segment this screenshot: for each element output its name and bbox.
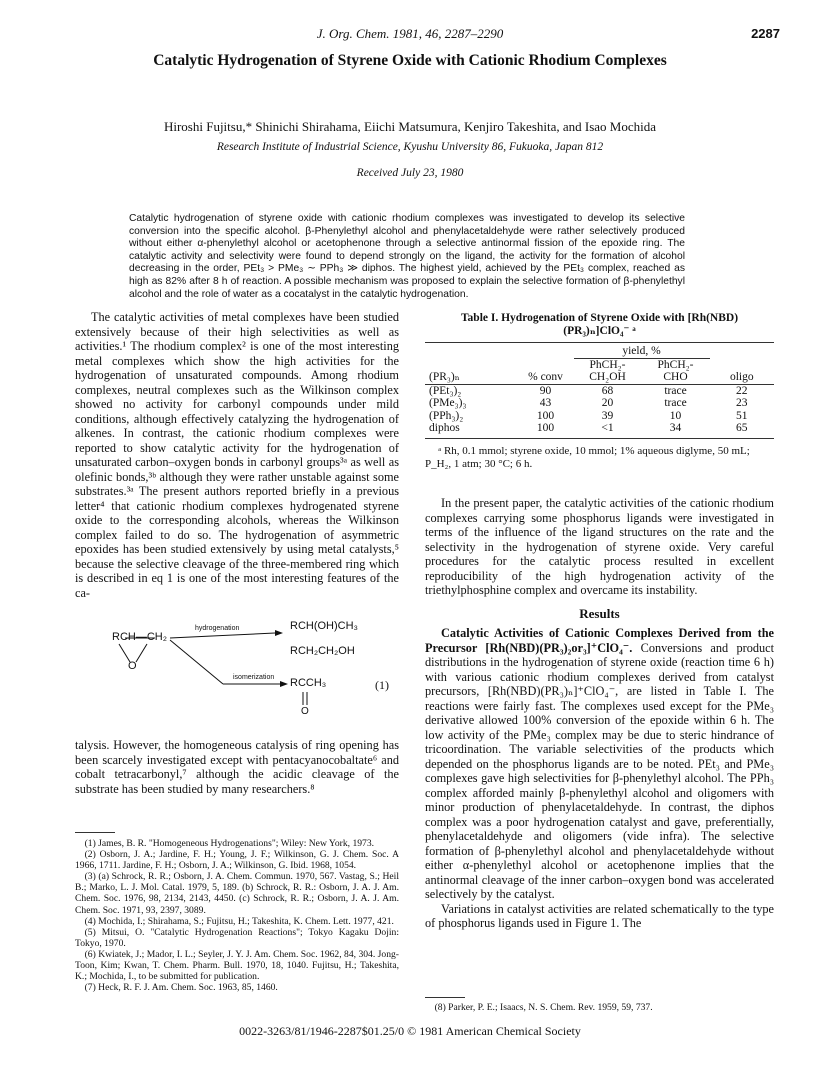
table-cell: 100 xyxy=(536,422,555,434)
footnote-rule xyxy=(425,997,465,998)
table-1 xyxy=(425,312,774,471)
intro-paragraph: The catalytic activities of metal complexes have been studied extensively because of their high selectivities as well as activities.¹ The rhodium complex² is one of the most interesting metal complexes which show the high activities for the hydrogenation of unsaturated compounds. Among rhodium complexes, neutral complexes such as the Wilkinson complex showed no activity for carbonyl compounds under mild conditions, although effectively catalyzing the hydrogenation of alkenes. In contrast, the cationic rhodium complexes were reported to show catalytic activity for the hydrogenation of unsaturated carbon–oxygen bonds in carbonyl groups³ᵃ as well as olefinic bonds,³ᵇ although they were rather unstable against some substrates.³ᵃ The present authors reported briefly in a previous letter⁴ that cationic rhodium complexes hydrogenated styrene oxide to the corresponding alcohols, whereas the Wilkinson complex failed to do so. The hydrogenation of asymmetric epoxides has been studied extensively by using metal catalysts,⁵ because the selective cleavage of the three-membered ring which is described in eq 1 is one of the most interesting features of the ca- xyxy=(75,310,399,600)
table-header-row xyxy=(425,358,774,384)
table-row xyxy=(425,410,774,423)
equation-1 xyxy=(75,612,399,724)
reaction-arrow-hydrogenation xyxy=(170,633,275,638)
table-cell: 100 xyxy=(536,409,555,422)
table-cell: 68 xyxy=(601,384,614,397)
hydrogenation-label: hydrogenation xyxy=(195,625,240,632)
ketone-oxygen-label: O xyxy=(301,706,309,717)
equation-number: (1) xyxy=(375,678,389,692)
table-row xyxy=(425,422,774,435)
results-heading: Results xyxy=(579,605,620,621)
table-cell: 39 xyxy=(601,409,614,422)
table-yield-header: yield, % xyxy=(574,345,710,358)
table-header: PhCH₂-CHO xyxy=(657,358,694,383)
footnote: (5) Mitsui, O. "Catalytic Hydrogenation Reactions"; Tokyo Kagaku Dojin: Tokyo, 1970. xyxy=(75,926,399,949)
table-cell: 43 xyxy=(539,397,552,409)
page-number: 2287 xyxy=(751,26,780,41)
arrowhead-icon xyxy=(280,681,288,687)
article-title: Catalytic Hydrogenation of Styrene Oxide with Cationic Rhodium Complexes xyxy=(153,52,667,69)
isomerization-label: isomerization xyxy=(233,674,275,681)
table-cell: 22 xyxy=(736,384,748,397)
table-header: oligo xyxy=(729,371,754,383)
results-text: Conversions and product distributions in the hydrogenation of styrene oxide (reaction time 6 h) with various cationic rhodium complexes derived from catalyst precursors, [Rh(NBD)(PR₃)ₙ]⁺ClO₄⁻, are listed in Table I. The reactions were fairly fast. The complexes used except for the PMe₃ derivative allowed 100% conversion of the epoxide within 6 h. The low activity of the PMe₃ complex may be due to steric hindrance of tricoordination. The variable selectivities of the products which depended on the phosphorus ligands are to be noted. PEt₃ and PMe₃ complexes gave high selectivities for β-phenylethyl alcohol. The PPh₃ complex afforded mainly β-phenylethyl alcohol and oligomers with minor production of phenylacetaldehyde. In contrast, the diphos complex was a poor hydrogenation catalyst and gave, preferentially, phenylacetaldehyde and oligomers (vide infra). The selective formation of β-phenylethyl alcohol and phenylacetaldehyde without either α-phenylethyl alcohol or acetophenone implies that the antinormal cleavage of the inner carbon–oxygen bond was accelerated selectively by the catalyst. xyxy=(425,640,775,901)
results-subheading: Catalytic Activities of Cationic Complexes Derived from the Precursor [Rh(NBD)(PR₃)₂or₃]⁺ClO₄⁻. xyxy=(425,626,774,655)
reaction-arrow-isomerization xyxy=(170,640,223,684)
table-cell: 23 xyxy=(736,397,748,409)
table-cell: trace xyxy=(664,397,687,409)
footnote-rule xyxy=(75,832,115,833)
copyright-footer: 0022-3263/81/1946-2287$01.25/0 © 1981 American Chemical Society xyxy=(239,1024,581,1038)
epoxide-oxygen-label: O xyxy=(128,660,137,672)
variation-paragraph: Variations in catalyst activities are related schematically to the type of phosphorus ligands used in Figure 1. The xyxy=(425,901,774,930)
journal-header: J. Org. Chem. 1981, 46, 2287–2290 xyxy=(316,26,504,41)
footnote: (8) Parker, P. E.; Isaacs, N. S. Chem. Rev. 1959, 59, 737. xyxy=(434,1002,653,1013)
table-cell: (PPh₃)₂ xyxy=(429,409,464,422)
table-cell: trace xyxy=(664,384,687,397)
footnote: (4) Mochida, I.; Shirahama, S.; Fujitsu, H.; Takeshita, K. Chem. Lett. 1977, 421. xyxy=(84,915,394,927)
table-cell: 51 xyxy=(736,409,748,422)
table-header: % conv xyxy=(528,371,563,383)
footnote: (3) (a) Schrock, R. R.; Osborn, J. A. Chem. Commun. 1970, 567. Vastag, S.; Heil B.; Marko, L. J. Mol. Catal. 1979, 5, 189. (b) Schrock, R. R.: Osborn, J. A. J. Am. Chem. Soc. 1976, 98, 2134, 2143, 4450. (c) Schrock, R. R.; Osborn, J. A. J. Am. Chem. Soc. 1971, 93, 2397, 3089. xyxy=(75,871,399,916)
epoxide-bond xyxy=(136,644,147,662)
table-cell: diphos xyxy=(429,422,460,434)
table-cell: 20 xyxy=(601,397,614,409)
table-header: (PR₃)ₙ xyxy=(429,371,460,383)
affiliation: Research Institute of Industrial Science, Kyushu University 86, Fukuoka, Japan 812 xyxy=(216,141,604,153)
table-grid xyxy=(425,345,774,435)
received-date: Received July 23, 1980 xyxy=(356,167,464,179)
table-cell: <1 xyxy=(601,422,614,434)
table-cell: 10 xyxy=(669,409,682,422)
right-body xyxy=(425,496,774,931)
results-paragraph xyxy=(425,626,774,902)
product-alpha-alcohol: RCH(OH)CH₃ xyxy=(290,620,359,632)
table-caption-text: Hydrogenation of Styrene Oxide with [Rh(NBD)(PR₃)ₙ]ClO₄⁻ ᵃ xyxy=(501,312,739,337)
table-cell: 34 xyxy=(669,422,682,434)
footnote: (2) Osborn, J. A.; Jardine, F. H.; Young, J. F.; Wilkinson, G. J. Chem. Soc. A 1966, 1711. Jardine, F. H.; Osborn, J. A.; Wilkinson, G. Ibid. 1968, 1054. xyxy=(75,849,399,872)
table-caption xyxy=(425,312,774,338)
table-footnote: ᵃ Rh, 0.1 mmol; styrene oxide, 10 mmol; 1% aqueous diglyme, 50 mL; P_H₂, 1 atm; 30 °C; 6 h. xyxy=(425,444,750,470)
table-row xyxy=(425,385,774,398)
footnotes-right xyxy=(425,1002,774,1013)
arrowhead-icon xyxy=(275,630,283,636)
footnote: (7) Heck, R. F. J. Am. Chem. Soc. 1963, 85, 1460. xyxy=(84,982,278,994)
footnote: (1) James, B. R. "Homogeneous Hydrogenations"; Wiley: New York, 1973. xyxy=(84,838,375,849)
product-beta-alcohol: RCH₂CH₂OH xyxy=(290,645,355,657)
continuation-paragraph: talysis. However, the homogeneous catalysis of ring opening has been scarcely investigated except with pentacyanocobaltate⁶ and cobalt tetracarbonyl,⁷ although the acidic cleavage of the substrate has been studied by many researchers.⁸ xyxy=(75,738,399,796)
reactant-label: RCH—CH₂ xyxy=(112,631,167,643)
intro-paragraph-2: In the present paper, the catalytic activities of the cationic rhodium complexes carrying some phosphorus ligands were investigated in terms of the influence of the ligand structures on the rate and the selectivity in the hydrogenation of styrene oxide. Very careful procedures for the catalytic process resulted in excellent reproducibility of the high hydrogenation activity of the triethylphosphine complex and overcame its instability. xyxy=(425,496,774,597)
continuation-section xyxy=(75,738,399,796)
author-list: Hiroshi Fujitsu,* Shinichi Shirahama, Eiichi Matsumura, Kenjiro Takeshita, and Isao Mochida xyxy=(163,119,657,134)
table-caption-label: Table I. xyxy=(460,312,499,324)
footnotes-left xyxy=(75,838,399,993)
table-cell: (PMe₃)₃ xyxy=(429,397,467,409)
table-header: PhCH₂-CH₂OH xyxy=(589,358,626,383)
intro-section xyxy=(75,310,399,600)
table-top-rule xyxy=(425,342,774,343)
table-row xyxy=(425,397,774,410)
footnote: (6) Kwiatek, J.; Mador, I. L.; Seyler, J. Y. J. Am. Chem. Soc. 1962, 84, 304. Jong-Toon, Kim; Kwan, T. Chem. Pharm. Bull. 1970, 18, 1040. Fujitsu, H.; Takeshita, K.; Mochida, I., to be submitted for publication. xyxy=(75,948,399,983)
table-bottom-rule xyxy=(425,438,774,439)
product-ketone: RCCH₃ xyxy=(290,677,327,689)
abstract: Catalytic hydrogenation of styrene oxide with cationic rhodium complexes was investigated to develop its selective conversion into the specific alcohol. β-Phenylethyl alcohol and phenylacetaldehyde were rather selectively produced without either α-phenylethyl alcohol or acetophenone through a selective antinormal fission of the epoxide ring. The catalytic activity and selectivity were found to depend strongly on the ligand, the activity for the formation of alcohol decreasing in the order, PEt₃ > PMe₃ ∼ PPh₃ ≫ diphos. The highest yield, achieved by the PEt₃ complex, reached as high as 82% after 8 h of reaction. A possible mechanism was proposed to explain the selective formation of β-phenylethyl alcohol and the role of water as a cocatalyst in the catalytic hydrogenation. xyxy=(129,213,685,300)
table-cell: 90 xyxy=(539,384,552,397)
table-cell: (PEt₃)₂ xyxy=(429,384,462,397)
table-cell: 65 xyxy=(736,422,748,434)
